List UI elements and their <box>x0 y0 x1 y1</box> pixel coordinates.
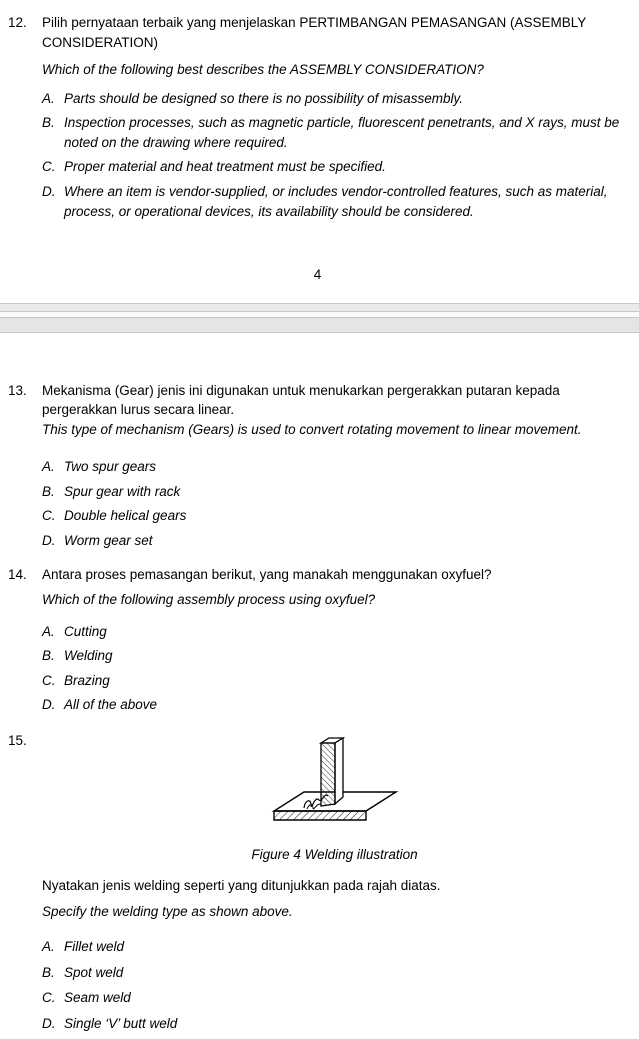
question-body <box>42 731 627 1039</box>
question-number: 13. <box>8 382 27 398</box>
option-row <box>42 457 627 477</box>
option-letter: B. <box>42 115 55 131</box>
option-text: Seam weld <box>64 990 131 1006</box>
option-row <box>42 646 627 666</box>
option-row <box>42 531 627 551</box>
option-text: Spur gear with rack <box>64 483 181 499</box>
option-row <box>42 695 627 715</box>
option-letter: A. <box>42 459 55 475</box>
question-prompt-malay: Pilih pernyataan terbaik yang menjelaskan PERTIMBANGAN PEMASANGAN (ASSEMBLY CONSIDERATION) <box>42 15 586 50</box>
option-text: Welding <box>64 648 113 664</box>
question-prompt-english: Which of the following assembly process using oxyfuel? <box>42 592 376 608</box>
option-letter: C. <box>42 159 56 175</box>
option-text: Proper material and heat treatment must be specified. <box>64 159 386 175</box>
option-letter: A. <box>42 939 55 955</box>
option-row <box>42 482 627 502</box>
options-list <box>42 937 627 1033</box>
options-list <box>42 457 627 550</box>
option-row <box>42 671 627 691</box>
option-row <box>42 89 627 109</box>
option-text: Cutting <box>64 623 107 639</box>
option-letter: D. <box>42 697 56 713</box>
question-body <box>42 381 627 551</box>
option-row <box>42 113 627 152</box>
question-number: 12. <box>8 15 27 30</box>
option-letter: C. <box>42 990 56 1006</box>
option-row <box>42 963 627 983</box>
question-number: 14. <box>8 566 27 582</box>
question-prompt-malay: Nyatakan jenis welding seperti yang ditunjukkan pada rajah diatas. <box>42 878 441 894</box>
question-prompt-english: This type of mechanism (Gears) is used to convert rotating movement to linear movement. <box>42 421 582 437</box>
option-letter: B. <box>42 964 55 980</box>
options-list <box>42 622 627 715</box>
option-letter: C. <box>42 508 56 524</box>
option-text: Where an item is vendor-supplied, or includes vendor-controlled features, such as material, process, or operational devices, its availability should be considered. <box>64 183 608 219</box>
option-letter: D. <box>42 1015 56 1031</box>
option-text: Brazing <box>64 672 110 688</box>
welding-figure <box>42 731 627 864</box>
option-text: All of the above <box>64 697 158 713</box>
option-letter: C. <box>42 672 56 688</box>
question-prompt-malay: Antara proses pemasangan berikut, yang manakah menggunakan oxyfuel? <box>42 566 492 582</box>
question-body <box>42 13 627 221</box>
question-number: 15. <box>8 732 27 748</box>
option-letter: D. <box>42 183 56 199</box>
option-text: Inspection processes, such as magnetic particle, fluorescent penetrants, and X rays, must be noted on the drawing where required. <box>64 115 620 150</box>
option-text: Two spur gears <box>64 459 157 475</box>
option-letter: B. <box>42 648 55 664</box>
option-text: Double helical gears <box>64 508 187 524</box>
option-row <box>42 937 627 957</box>
option-text: Single ‘V’ butt weld <box>64 1015 178 1031</box>
option-letter: A. <box>42 623 55 639</box>
option-row <box>42 506 627 526</box>
option-row <box>42 622 627 642</box>
question-14 <box>8 565 627 715</box>
option-letter: D. <box>42 533 56 548</box>
options-list <box>42 89 627 221</box>
question-prompt-malay: Mekanisma (Gear) jenis ini digunakan untuk menukarkan pergerakkan putaran kepada pergerakkan lurus secara linear. <box>42 382 560 418</box>
option-row <box>42 1014 627 1034</box>
separator-band <box>0 317 639 333</box>
question-body <box>42 565 627 715</box>
welding-illustration <box>269 731 401 831</box>
question-13 <box>8 381 627 551</box>
option-row <box>42 157 627 177</box>
page-5 <box>0 333 639 1039</box>
question-15 <box>8 731 627 1039</box>
page-number: 4 <box>313 267 322 283</box>
option-row <box>42 988 627 1008</box>
option-row <box>42 182 627 221</box>
question-prompt-english: Specify the welding type as shown above. <box>42 903 293 919</box>
option-text: Parts should be designed so there is no possibility of misassembly. <box>64 90 463 106</box>
option-text: Worm gear set <box>64 533 153 548</box>
option-letter: B. <box>42 483 55 499</box>
question-12 <box>8 13 627 221</box>
page-4 <box>0 0 639 285</box>
figure-caption: Figure 4 Welding illustration <box>251 846 418 862</box>
separator-band <box>0 303 639 312</box>
option-letter: A. <box>42 90 55 106</box>
question-prompt-english: Which of the following best describes the ASSEMBLY CONSIDERATION? <box>42 62 484 78</box>
option-text: Fillet weld <box>64 939 125 955</box>
page-separator <box>0 303 639 333</box>
option-text: Spot weld <box>64 964 124 980</box>
